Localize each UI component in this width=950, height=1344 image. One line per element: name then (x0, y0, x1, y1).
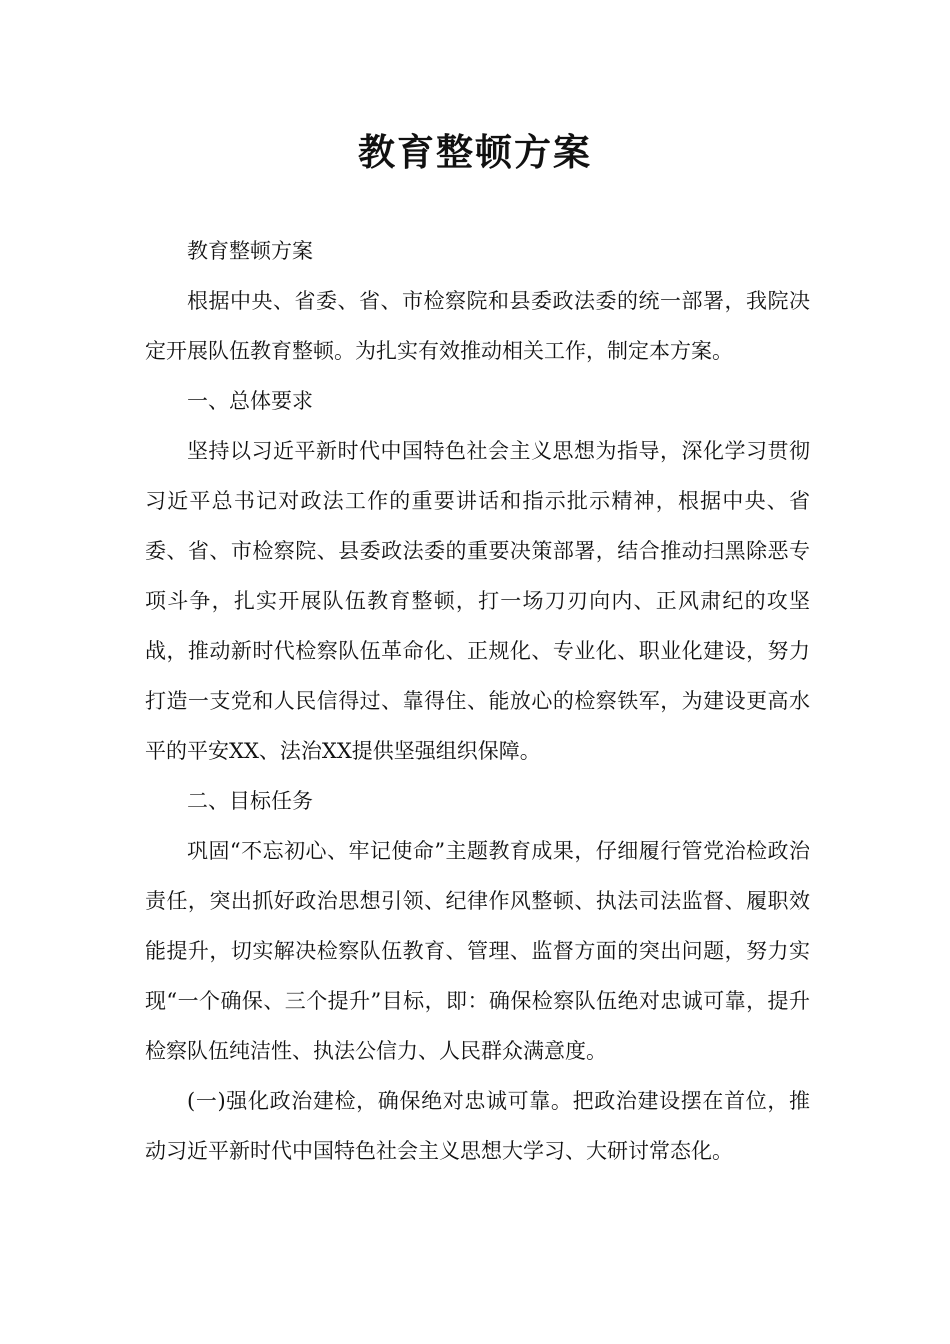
document-title: 教育整顿方案 (358, 131, 592, 174)
goals-tasks-paragraph: 巩固“不忘初心、牢记使命”主题教育成果，仔细履行管党治检政治责任，突出抓好政治思想引领、纪律作风整顿、执法司法监督、履职效能提升，切实解决检察队伍教育、管理、监督方面的突出问题，努力实现“一个确保、三个提升”目标，即：确保检察队伍绝对忠诚可靠，提升检察队伍纯洁性、执法公信力、人民群众满意度。 (145, 839, 810, 1063)
section-heading-overall-requirements: 一、总体要求 (187, 389, 313, 413)
intro-paragraph: 根据中央、省委、省、市检察院和县委政法委的统一部署，我院决定开展队伍教育整顿。为扎实有效推动相关工作，制定本方案。 (145, 289, 810, 363)
overall-requirements-paragraph: 坚持以习近平新时代中国特色社会主义思想为指导，深化学习贯彻习近平总书记对政法工作的重要讲话和指示批示精神，根据中央、省委、省、市检察院、县委政法委的重要决策部署，结合推动扫黑除恶专项斗争，扎实开展队伍教育整顿，打一场刀刃向内、正风肃纪的攻坚战，推动新时代检察队伍革命化、正规化、专业化、职业化建设，努力打造一支党和人民信得过、靠得住、能放心的检察铁军，为建设更高水平的平安XX、法治XX提供坚强组织保障。 (145, 439, 810, 763)
document-body (145, 226, 810, 1176)
political-building-paragraph: (一)强化政治建检，确保绝对忠诚可靠。把政治建设摆在首位，推动习近平新时代中国特色社会主义思想大学习、大研讨常态化。 (145, 1089, 810, 1163)
section-heading-goals-tasks: 二、目标任务 (187, 789, 313, 813)
subtitle-paragraph: 教育整顿方案 (187, 239, 313, 263)
